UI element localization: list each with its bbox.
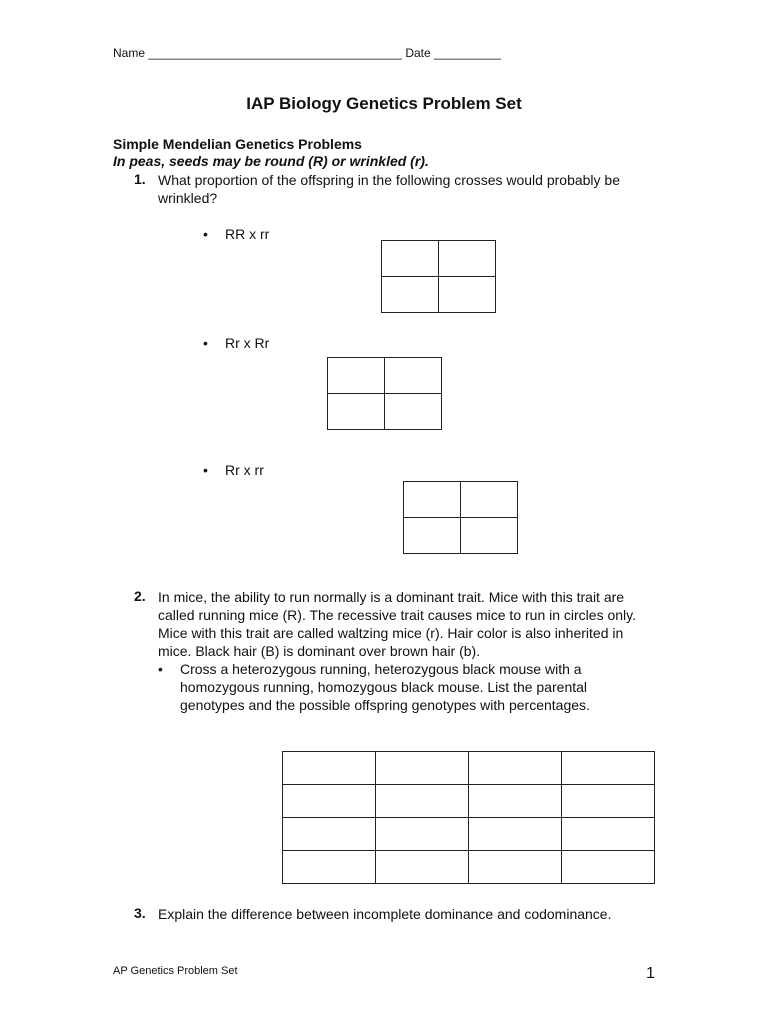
punnett-cell[interactable] [562, 785, 655, 818]
punnett-cell[interactable] [469, 851, 562, 884]
punnett-cell[interactable] [385, 394, 442, 430]
punnett-cell[interactable] [283, 752, 376, 785]
page-number: 1 [646, 965, 655, 982]
punnett-cell[interactable] [439, 241, 496, 277]
question-2-bullet-text: Cross a heterozygous running, heterozygous black mouse with a homozygous running, homozygous black mouse. List the parental genotypes and the possible offspring genotypes with percentages. [180, 661, 590, 713]
punnett-cell[interactable] [461, 518, 518, 554]
punnett-cell[interactable] [469, 818, 562, 851]
punnett-cell[interactable] [385, 358, 442, 394]
cross-label: Rr x rr [225, 462, 264, 478]
punnett-cell[interactable] [328, 358, 385, 394]
punnett-cell[interactable] [439, 277, 496, 313]
question-3-text: Explain the difference between incomplete dominance and codominance. [158, 906, 612, 922]
question-3-number: 3. [134, 905, 146, 921]
footer-label: AP Genetics Problem Set [113, 965, 238, 977]
punnett-cell[interactable] [562, 752, 655, 785]
page-title: IAP Biology Genetics Problem Set [246, 94, 522, 113]
punnett-cell[interactable] [283, 785, 376, 818]
question-1-number: 1. [134, 171, 146, 187]
date-blank[interactable]: __________ [434, 46, 501, 60]
punnett-square-2 [327, 357, 442, 430]
cross-label: RR x rr [225, 226, 270, 242]
punnett-cell[interactable] [404, 482, 461, 518]
punnett-cell[interactable] [382, 277, 439, 313]
punnett-cell[interactable] [562, 851, 655, 884]
date-label: Date [405, 46, 431, 60]
punnett-cell[interactable] [283, 818, 376, 851]
question-2-text: In mice, the ability to run normally is a dominant trait. Mice with this trait are called running mice (R). The recessive trait causes mice to run in circles only. Mice with this trait are called waltzing mice (r). Hair color is also inherited in mice. Black hair (B) is dominant over brown hair (b). [158, 589, 636, 659]
name-blank[interactable]: ______________________________________ [148, 46, 402, 60]
question-2-bullet-1 [158, 660, 638, 714]
question-1-text: What proportion of the offspring in the following crosses would probably be wrinkled? [158, 172, 621, 206]
bullet-icon: • [203, 226, 208, 242]
section-heading: Simple Mendelian Genetics Problems [113, 136, 362, 152]
section-intro: In peas, seeds may be round (R) or wrinkled (r). [113, 153, 429, 169]
punnett-cell[interactable] [461, 482, 518, 518]
question-1-bullet-3 [203, 462, 264, 478]
punnett-square-3 [403, 481, 518, 554]
punnett-cell[interactable] [562, 818, 655, 851]
punnett-cell[interactable] [376, 785, 469, 818]
bullet-icon: • [203, 462, 208, 478]
punnett-cell[interactable] [283, 851, 376, 884]
punnett-cell[interactable] [382, 241, 439, 277]
punnett-cell[interactable] [404, 518, 461, 554]
question-1-bullet-2 [203, 335, 269, 351]
punnett-cell[interactable] [469, 752, 562, 785]
punnett-cell[interactable] [328, 394, 385, 430]
punnett-cell[interactable] [469, 785, 562, 818]
question-1-bullet-1 [203, 226, 269, 242]
punnett-cell[interactable] [376, 851, 469, 884]
bullet-icon: • [158, 661, 163, 677]
question-2-number: 2. [134, 588, 146, 604]
bullet-icon: • [203, 335, 208, 351]
punnett-square-dihybrid [282, 751, 655, 884]
punnett-cell[interactable] [376, 752, 469, 785]
header-line [113, 46, 501, 60]
cross-label: Rr x Rr [225, 335, 270, 351]
punnett-square-1 [381, 240, 496, 313]
punnett-cell[interactable] [376, 818, 469, 851]
name-label: Name [113, 46, 146, 60]
